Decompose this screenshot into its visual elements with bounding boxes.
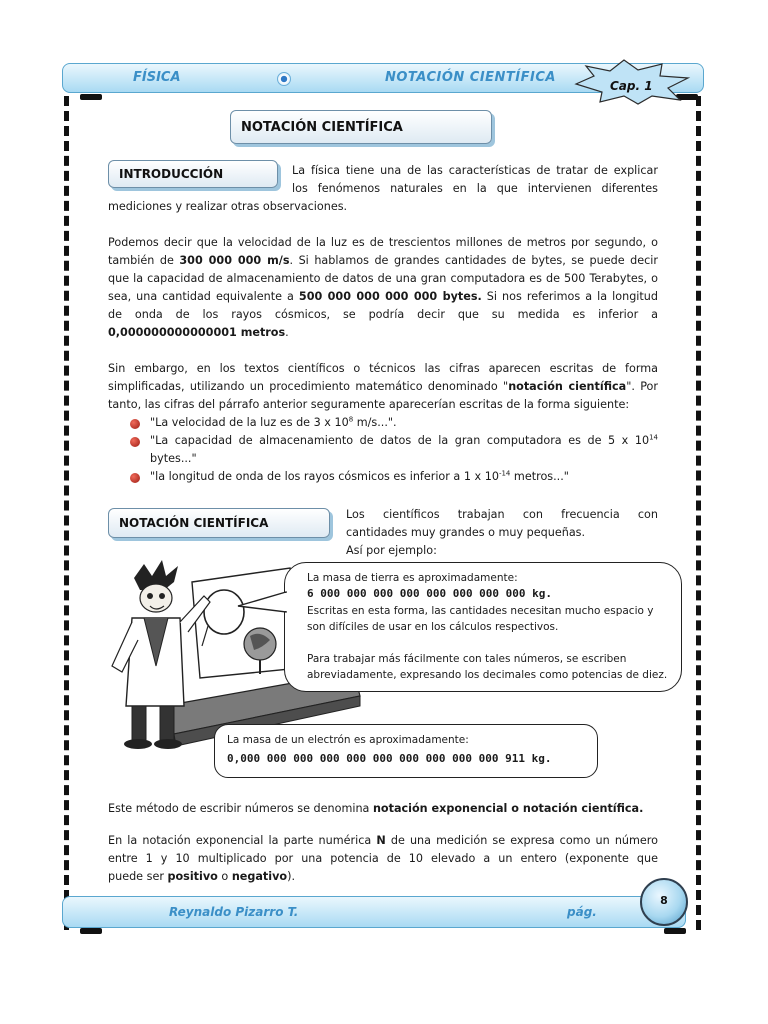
n-term: N: [376, 834, 386, 847]
notacion-term: notación exponencial o notación científica.: [372, 802, 644, 815]
intro-line: La física tiene una de las características de tratar de explicar: [292, 164, 658, 177]
text: metros...": [510, 470, 569, 483]
header-subject: FÍSICA: [133, 70, 181, 85]
text: m/s...".: [353, 416, 397, 429]
exponent: -14: [498, 469, 511, 478]
bullet-item: [150, 432, 658, 450]
speech-bubble-tail: [236, 590, 288, 620]
positivo-term: positivo: [167, 870, 218, 883]
chapter-label: Cap. 1: [610, 79, 653, 93]
bullet-item: [150, 414, 658, 432]
paragraph-line: [108, 800, 658, 818]
paragraph-line: Podemos decir que la velocidad de la luz es de trescientos millones de metros por segundo, o: [108, 236, 658, 249]
bubble-line: La masa de tierra es aproximadamente:: [307, 572, 518, 584]
bullet-item: [150, 468, 658, 486]
text: puede ser: [108, 870, 168, 883]
text: .: [285, 326, 289, 339]
header-topic: NOTACIÓN CIENTÍFICA: [385, 70, 556, 85]
earth-mass-value: 6 000 000 000 000 000 000 000 000 kg.: [307, 587, 553, 600]
header-bullet-icon: [277, 72, 291, 86]
bullet-icon: [130, 473, 140, 483]
negativo-term: negativo: [231, 870, 288, 883]
frame-corner-mark: [80, 928, 102, 934]
speech-bubble-earth-mass: [284, 562, 682, 692]
paragraph-line: [108, 324, 658, 342]
electron-mass-value: 0,000 000 000 000 000 000 000 000 000 000 911 kg.: [227, 752, 552, 765]
paragraph-line: [108, 868, 658, 886]
paragraph-line: de onda de los rayos cósmicos, se podría decir que su medida es inferior a: [108, 308, 658, 321]
text: o: [217, 870, 232, 883]
paragraph-line: [108, 378, 658, 396]
intro-line: mediciones y realizar otras observaciones.: [108, 200, 348, 213]
exponent: 8: [348, 415, 354, 424]
bubble-line: son difíciles de usar en los cálculos respectivos.: [307, 621, 559, 633]
notacion-line: Así por ejemplo:: [346, 544, 437, 557]
notacion-line: cantidades muy grandes o muy pequeñas.: [346, 526, 586, 539]
text: . Si hablamos de grandes cantidades de bytes, se puede decir: [289, 254, 658, 267]
bullet-item-continuation: bytes...": [150, 452, 197, 465]
paragraph-line: tanto, las cifras del párrafo anterior seguramente aparecerían escritas de la forma siguiente:: [108, 398, 630, 411]
text: "la longitud de onda de los rayos cósmicos es inferior a 1 x 10: [150, 470, 499, 483]
paragraph-line: [108, 288, 658, 306]
bullet-icon: [130, 437, 140, 447]
speed-of-light-value: 300 000 000 m/s: [179, 254, 290, 267]
frame-corner-mark: [664, 928, 686, 934]
bubble-line: Para trabajar más fácilmente con tales números, se escriben: [307, 653, 627, 665]
text: ". Por: [626, 380, 658, 393]
footer-page-label: pág.: [567, 905, 597, 919]
bubble-line: Escritas en esta forma, las cantidades necesitan mucho espacio y: [307, 605, 654, 617]
footer-bar: [62, 896, 686, 928]
paragraph-line: entre 1 y 10 multiplicado por una potencia de 10 elevado a un entero (exponente que: [108, 852, 658, 865]
text: En la notación exponencial la parte numérica: [108, 834, 377, 847]
text: Este método de escribir números se denomina: [108, 802, 373, 815]
intro-line: los fenómenos naturales en la que intervienen diferentes: [292, 182, 658, 195]
paragraph-line: [108, 832, 658, 850]
notacion-term: notación científica: [508, 380, 627, 393]
footer-author: Reynaldo Pizarro T.: [169, 905, 299, 919]
bullet-icon: [130, 419, 140, 429]
page-number-badge: [640, 878, 688, 926]
text: de una medición se expresa como un número: [385, 834, 658, 847]
page-number: 8: [660, 894, 668, 907]
section-label-introduccion: INTRODUCCIÓN: [108, 160, 278, 188]
text: también de: [108, 254, 180, 267]
speech-bubble-electron-mass: [214, 724, 598, 778]
paragraph-line: [108, 252, 658, 270]
bubble-line: abreviadamente, expresando los decimales como potencias de diez.: [307, 669, 668, 681]
text: "La capacidad de almacenamiento de datos de la gran computadora es de 5 x 10: [150, 434, 650, 447]
wavelength-value: 0,000000000000001 metros: [108, 326, 286, 339]
frame-left-border: [64, 96, 70, 930]
section-label-notacion: NOTACIÓN CIENTÍFICA: [108, 508, 330, 538]
text: Si nos referimos a la longitud: [481, 290, 658, 303]
bytes-value: 500 000 000 000 000 bytes.: [298, 290, 482, 303]
notacion-line: Los científicos trabajan con frecuencia con: [346, 508, 658, 521]
frame-corner-mark: [80, 94, 102, 100]
paragraph-line: que la capacidad de almacenamiento de datos de una gran computadora es de 500 Terabytes, o: [108, 272, 658, 285]
text: ).: [287, 870, 296, 883]
text: "La velocidad de la luz es de 3 x 10: [150, 416, 349, 429]
page-title: NOTACIÓN CIENTÍFICA: [230, 110, 492, 144]
text: sea, una cantidad equivalente a: [108, 290, 299, 303]
bubble-line: La masa de un electrón es aproximadamente:: [227, 734, 469, 746]
exponent: 14: [649, 433, 658, 442]
frame-right-border: [696, 96, 702, 930]
paragraph-line: Sin embargo, en los textos científicos o técnicos las cifras aparecen escritas de forma: [108, 362, 658, 375]
text: simplificadas, utilizando un procedimiento matemático denominado ": [108, 380, 509, 393]
